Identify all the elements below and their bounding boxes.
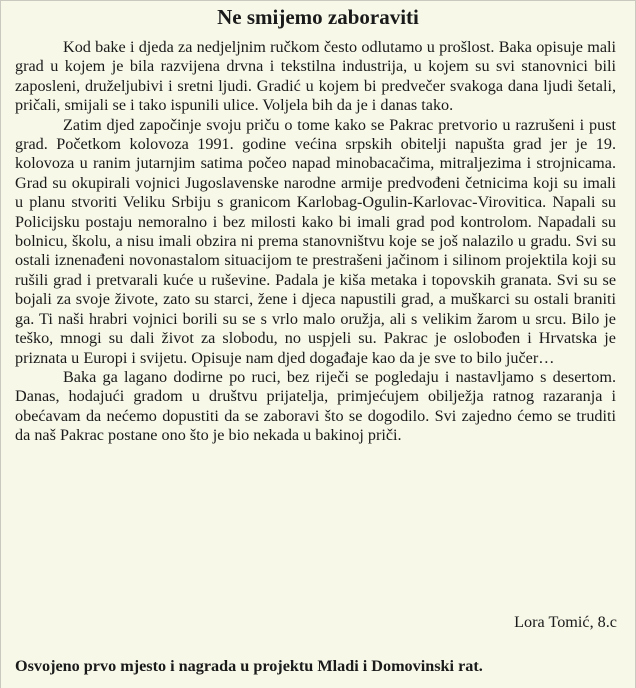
article-body — [15, 38, 616, 446]
paragraph-grandpa-story: Zatim djed započinje svoju priču o tome kako se Pakrac pretvorio u razrušeni i pust grad. Početkom kolovoza 1991. godine većina srpskih obitelji napušta grad jer je 19. kolovoza u ranim jutarnjim satima počeo napad minobacačima, mitraljezima i strojnicama. Grad su okupirali vojnici Jugoslavenske narodne armije predvođeni četnicima koji su imali u planu stvoriti Veliku Srbiju s granicom Karlobag-Ogulin-Karlovac-Virovitica. Napali su Policijsku postaju nemoralno i bez milosti kako bi imali grad pod kontrolom. Napadali su bolnicu, školu, a nisu imali obzira ni prema stanovništvu koje se još nalazilo u gradu. Svi su ostali iznenađeni novonastalom situacijom te prestrašeni jačinom i silinom projektila koji su rušili grad i pretvarali kuće u ruševine. Padala je kiša metaka i topovskih granata. Svi su se bojali za svoje živote, zato su starci, žene i djeca napustili grad, a muškarci su ostali braniti ga. Ti naši hrabri vojnici borili su se s vrlo malo oružja, ali s velikim žarom u srcu. Bilo je teško, mnogi su dali život za slobodu, no uspjeli su. Pakrac je oslobođen i Hrvatska je priznata u Europi i svijetu. Opisuje nam djed događaje kao da je sve to bilo jučer… — [15, 115, 616, 367]
paragraph-grandma-memories: Kod bake i djeda za nedjeljnim ručkom često odlutamo u prošlost. Baka opisuje mali grad u kojem je bila razvijena drvna i tekstilna industrija, u kojem su svi stanovnici bili zaposleni, druželjubivi i sretni ljudi. Gradić u kojem bi predvečer svakoga dana ljudi šetali, pričali, smijali se i tako ispunili ulice. Voljela bih da je i danas tako. — [15, 38, 616, 115]
author-signature: Lora Tomić, 8.c — [514, 613, 617, 631]
article-title: Ne smijemo zaboraviti — [217, 5, 419, 29]
award-note: Osvojeno prvo mjesto i nagrada u projektu Mladi i Domovinski rat. — [15, 657, 483, 675]
paragraph-present-day: Baka ga lagano dodirne po ruci, bez riječi se pogledaju i nastavljamo s desertom. Danas, hodajući gradom u društvu prijatelja, primjećujem obilježja ratnog razaranja i obećavam da nećemo dopustiti da se zaboravi što se dogodilo. Svi zajedno ćemo se truditi da naš Pakrac postane ono što je bio nekada u bakinoj priči. — [15, 367, 616, 445]
